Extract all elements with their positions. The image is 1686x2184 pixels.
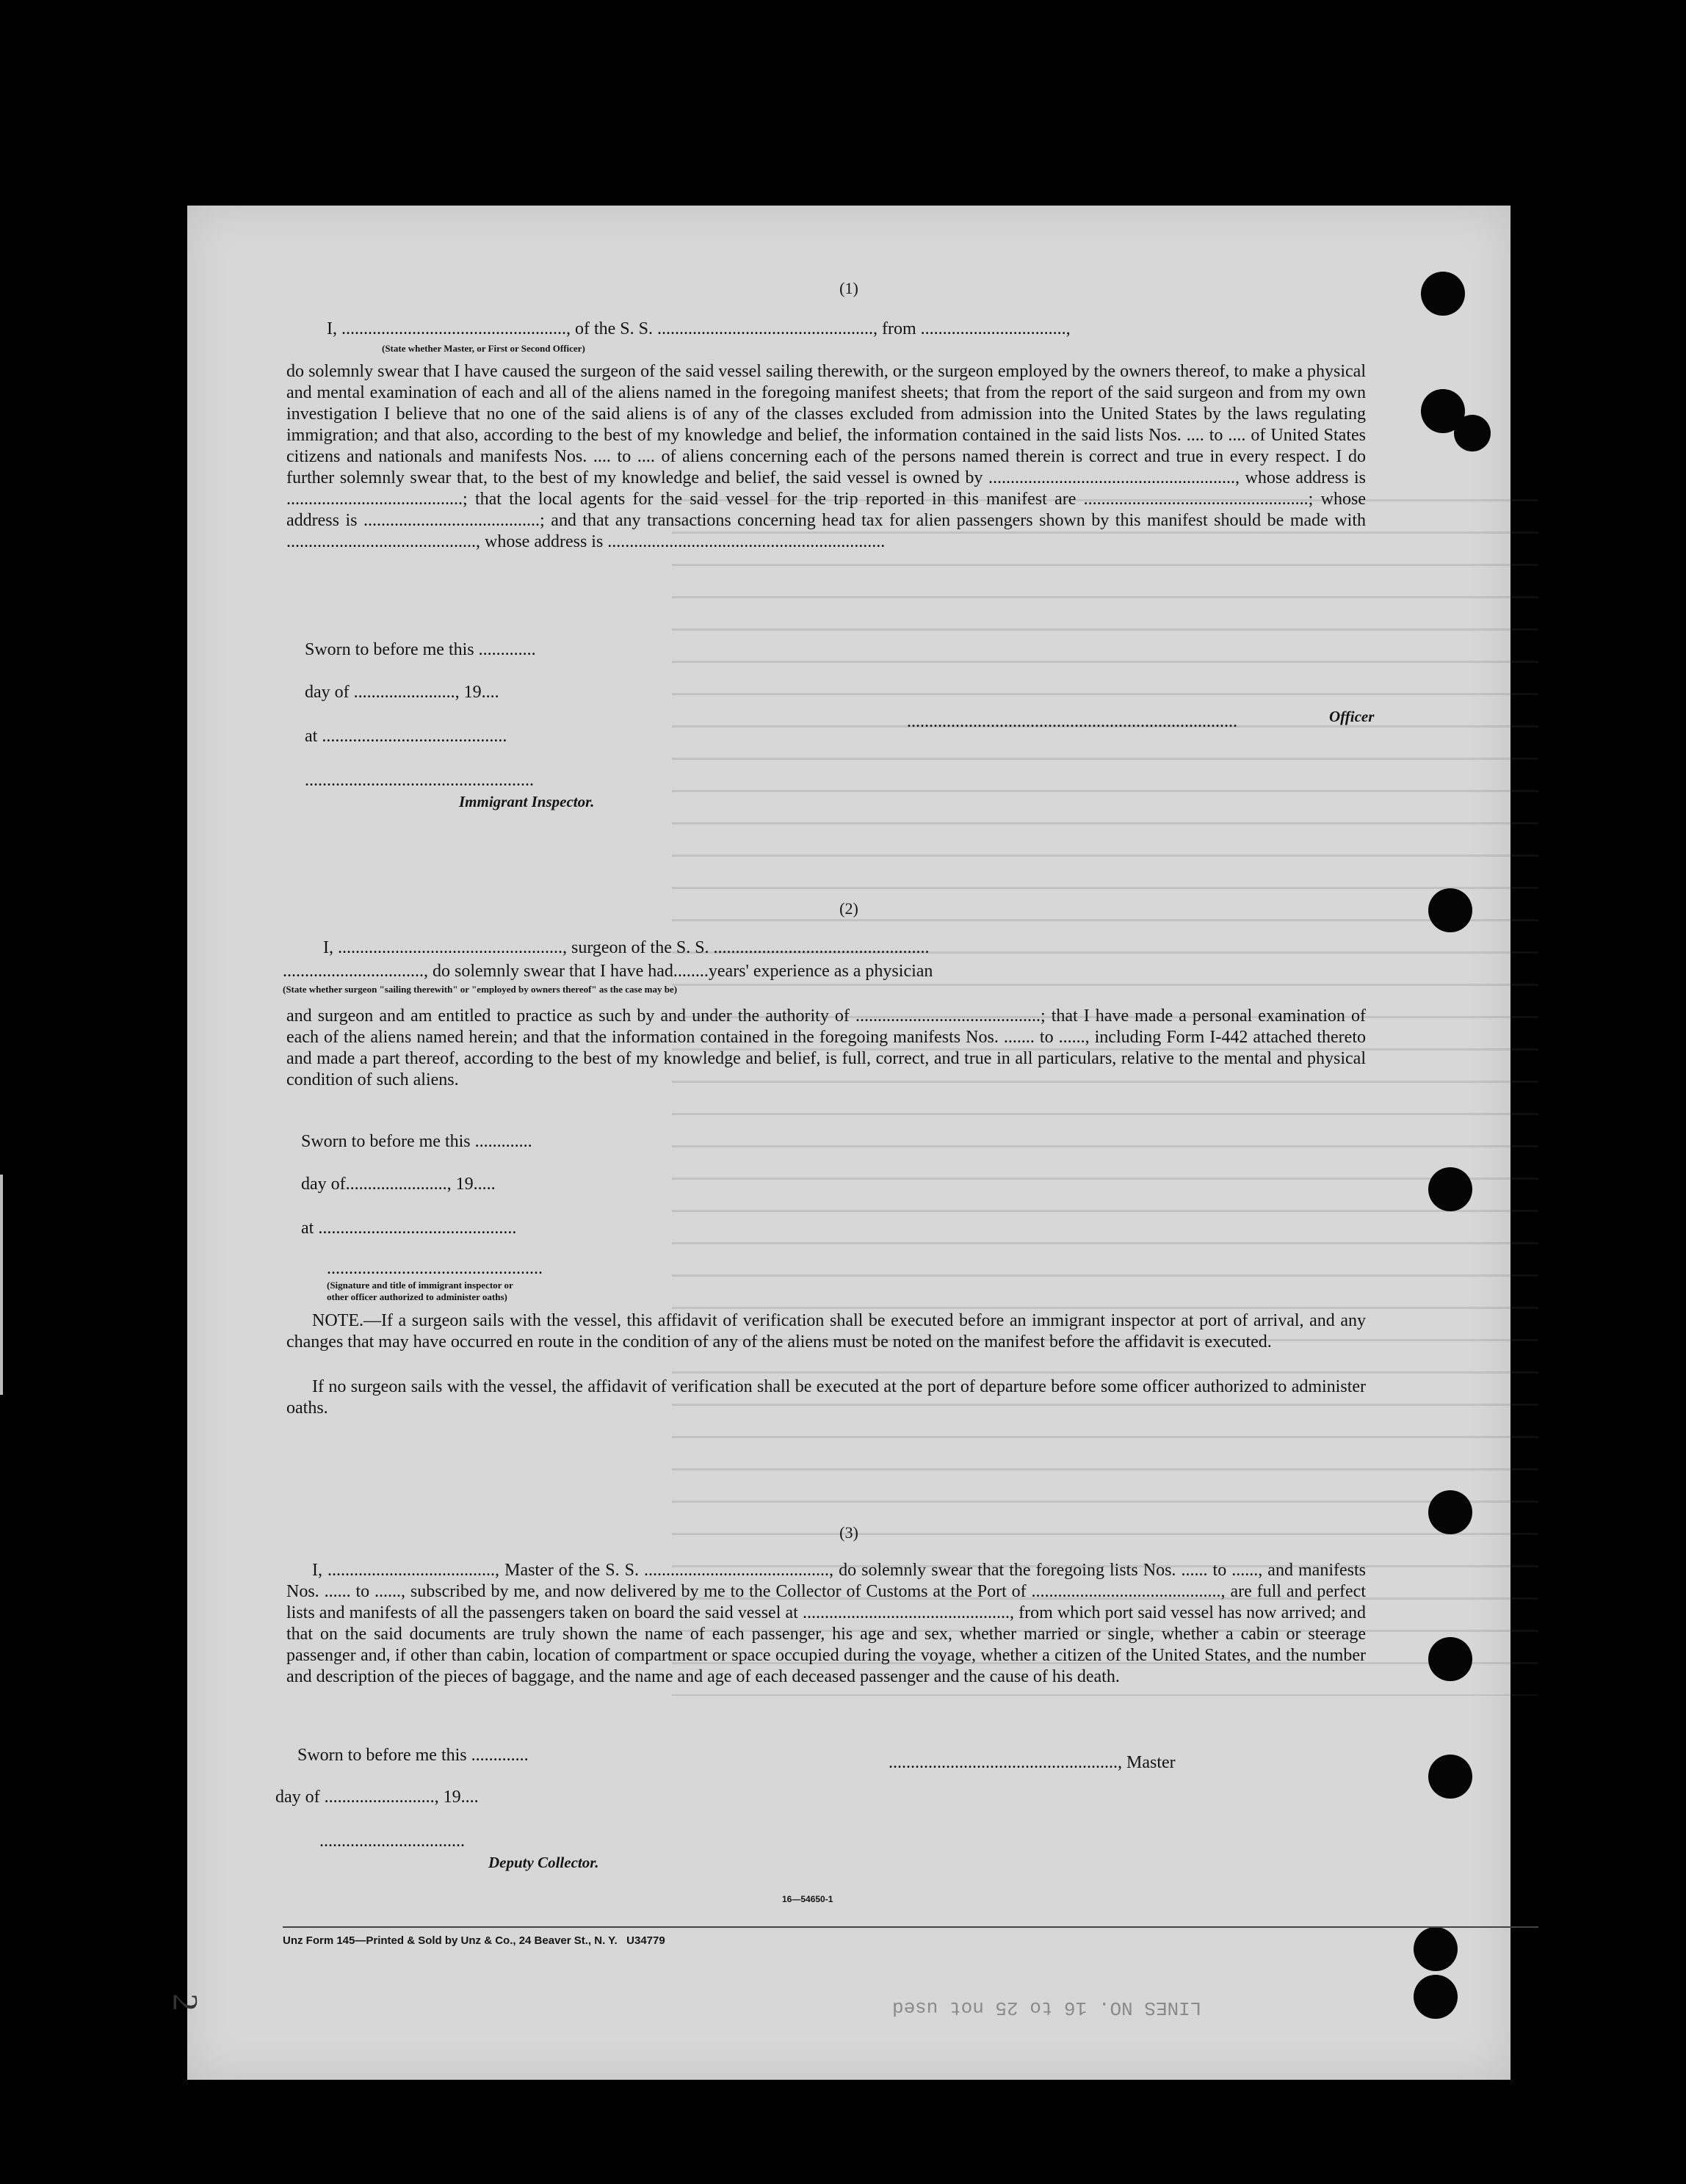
section-2-signature-label-1: (Signature and title of immigrant inspector or <box>327 1280 513 1291</box>
section-2-at-line: at ............................................. <box>301 1219 517 1238</box>
section-2-surgeon-note: (State whether surgeon "sailing therewith" or "employed by owners thereof" as the case may be) <box>283 984 678 995</box>
section-3-sworn-line: Sworn to before me this ............. <box>297 1746 529 1765</box>
form-code: 16—54650-1 <box>782 1894 833 1904</box>
section-2-signature-line: ................................................. <box>327 1259 543 1278</box>
section-1-first-line: I, ..................................................., of the S. S. ................................................., from ................................., <box>327 319 1071 338</box>
section-3-day-line: day of ........................., 19.... <box>275 1788 479 1807</box>
section-2-sworn-line: Sworn to before me this ............. <box>301 1132 532 1151</box>
manifest-page <box>165 206 1510 2080</box>
section-3-oath-paragraph: I, ......................................, Master of the S. S. .........................................., do solemnly swear that the foregoing lists Nos. ...... to ......, and manifests Nos. ...... to ......, subscribed by me, and now delivered by me to the Collector of Customs at the Port of ..........................................., are full and perfect lists and manifests of all the passengers taken on board the said vessel at ..............................................., from which port said vessel has now arrived; and that on the said documents are truly shown the name of each passenger, his age and sex, whether married or single, whether a cabin or steerage passenger and, if other than cabin, location of compartment or space occupied during the voyage, whether a citizen of the United States, and the number and description of the pieces of baggage, and the name and age of each deceased passenger and the cause of his death. <box>286 1561 1366 1686</box>
footer-rule <box>283 1926 1538 1928</box>
section-3-master-line: ...................................................., Master <box>889 1753 1176 1772</box>
section-1-oath-paragraph: do solemnly swear that I have caused the surgeon of the said vessel sailing therewith, or the surgeon employed by the owners thereof, to make a physical and mental examination of each and all of the aliens named in the foregoing manifest sheets; that from the report of the said surgeon and from my own investigation I believe that no one of the said aliens is of any of the classes excluded from admission into the United States by the laws regulating immigration; and that also, according to the best of my knowledge and belief, the information contained in the said lists Nos. .... to .... of United States citizens and nationals and manifests Nos. .... to .... of aliens concerning each of the persons named therein is correct and true in every respect. I do further solemnly swear that, to the best of my knowledge and belief, the said vessel is owned by ........................................................, whose address is ........................................; that the local agents for the said vessel for the trip reported in this manifest are ...................................................; whose address is ........................................; and that any transactions concerning head tax for alien passengers shown by this manifest should be made with ..........................................., whose address is ............................................................... <box>286 362 1366 551</box>
binder-hole <box>1414 1927 1458 1971</box>
section-1-sworn-line: Sworn to before me this ............. <box>305 640 536 659</box>
section-2-oath-paragraph: and surgeon and am entitled to practice as such by and under the authority of ..........................................; that I have made a personal examination of each of the aliens named herein; and that the information contained in the foregoing manifests Nos. ....... to ......, including Form I-442 attached thereto and made a part thereof, according to the best of my knowledge and belief, is full, correct, and true in all particulars, relative to the mental and physical condition of such aliens. <box>286 1006 1366 1089</box>
section-2-note-surgeon: NOTE.—If a surgeon sails with the vessel, this affidavit of verification shall be executed before an immigrant inspector at port of arrival, and any changes that may have occurred en route in the condition of any of the aliens must be noted on the manifest before the affidavit is executed. <box>286 1311 1366 1352</box>
section-1-signature-line: ........................................................................... <box>907 712 1237 731</box>
section-2-signature-label-2: other officer authorized to administer oaths) <box>327 1291 507 1302</box>
adjacent-page-edge <box>0 1175 3 1395</box>
section-2-second-line: ................................, do solemnly swear that I have had........years' experience as a physician <box>283 962 933 981</box>
section-3-deputy-label: Deputy Collector. <box>488 1854 599 1871</box>
binder-hole <box>1428 1637 1472 1681</box>
section-1-at-line: at .......................................... <box>305 727 507 746</box>
section-1-number: (1) <box>839 279 858 297</box>
section-3-number: (3) <box>839 1523 858 1542</box>
binder-hole <box>1454 415 1491 451</box>
handwritten-page-number: 2 <box>165 1993 205 2011</box>
section-2-first-line: I, ..................................................., surgeon of the S. S. ................................................. <box>323 938 930 957</box>
printer-imprint: Unz Form 145—Printed & Sold by Unz & Co., 24 Beaver St., N. Y. U34779 <box>283 1934 665 1947</box>
section-1-day-line: day of ......................., 19.... <box>305 683 499 702</box>
section-2-number: (2) <box>839 899 858 918</box>
lines-not-used-stamp: LINES NO. 16 to 25 not used <box>892 1997 1202 2019</box>
section-1-officer-note: (State whether Master, or First or Second Officer) <box>382 343 585 354</box>
binder-hole <box>1414 1975 1458 2019</box>
section-1-inspector-line: .................................................... <box>305 771 534 790</box>
section-1-officer-label: Officer <box>1329 708 1375 725</box>
binder-hole <box>1428 1755 1472 1799</box>
section-2-day-line: day of......................., 19..... <box>301 1175 496 1194</box>
section-2-note-no-surgeon: If no surgeon sails with the vessel, the affidavit of verification shall be executed at the port of departure before some officer authorized to administer oaths. <box>286 1377 1366 1418</box>
section-1-inspector-label: Immigrant Inspector. <box>459 793 595 810</box>
section-3-deputy-line: ................................. <box>319 1832 465 1851</box>
binder-hole <box>1428 1167 1472 1211</box>
